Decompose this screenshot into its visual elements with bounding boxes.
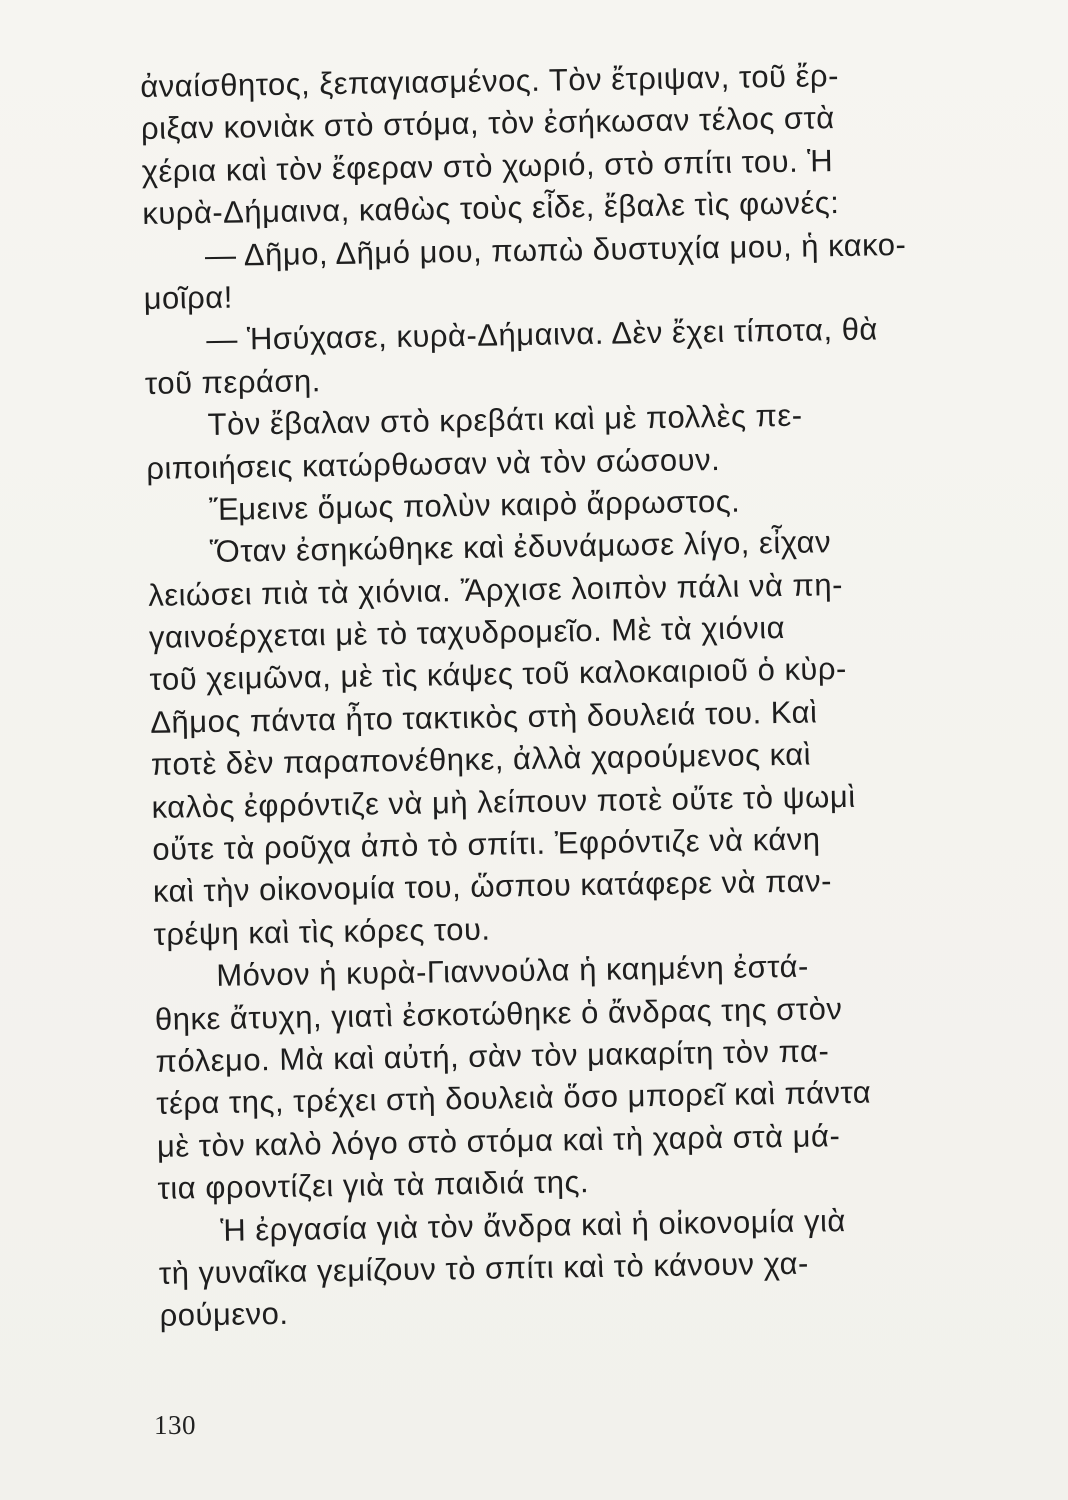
text-line: Δῆμος πάντα ἦτο τακτικὸς στὴ δουλειά του. Καὶ — [150, 694, 818, 740]
text-line: ποτὲ δὲν παραπονέθηκε, ἀλλὰ χαρούμενος καὶ — [150, 736, 812, 783]
text-line: καὶ τὴν οἰκονομία του, ὥσπου κατάφερε νὰ παν- — [152, 863, 833, 910]
text-line: γαινοέρχεται μὲ τὸ ταχυδρομεῖο. Μὲ τὰ χιόνια — [148, 610, 786, 656]
text-line: κυρὰ-Δήμαινα, καθὼς τοὺς εἶδε, ἔβαλε τὶς φωνές: — [142, 185, 840, 232]
text-line: τοῦ περάση. — [144, 362, 322, 401]
text-line: ρούμενο. — [159, 1296, 289, 1334]
text-line: τὴ γυναῖκα γεμίζουν τὸ σπίτι καὶ τὸ κάνουν χα- — [158, 1245, 810, 1291]
body-text — [140, 52, 1030, 1337]
dialogue-line: — Ἡσύχασε, κυρὰ-Δήμαινα. Δὲν ἔχει τίποτα, θὰ — [206, 311, 879, 358]
text-line: χέρια καὶ τὸν ἔφεραν στὸ χωριό, στὸ σπίτι του. Ἡ — [141, 142, 834, 189]
dialogue-line: — Δῆμο, Δῆμό μου, πωπὼ δυστυχία μου, ἡ κακο- — [204, 226, 907, 273]
text-line: τοῦ χειμῶνα, μὲ τὶς κάψες τοῦ καλοκαιριοῦ ὁ κὺρ- — [149, 651, 848, 698]
paragraph-start: Ἔμεινε ὅμως πολὺν καιρὸ ἄρρωστος. — [208, 483, 741, 527]
text-line: τια φροντίζει γιὰ τὰ παιδιά της. — [157, 1164, 590, 1207]
text-line: οὔτε τὰ ροῦχα ἀπὸ τὸ σπίτι. Ἐφρόντιζε νὰ κάνη — [152, 821, 821, 867]
text-line: λειώσει πιὰ τὰ χιόνια. Ἄρχισε λοιπὸν πάλι νὰ πη- — [148, 566, 844, 613]
paragraph-start: Μόνον ἡ κυρὰ-Γιαννούλα ἡ καημένη ἐστά- — [216, 948, 810, 994]
text-line: ριξαν κονιὰκ στὸ στόμα, τὸν ἐσήκωσαν τέλος στὰ — [140, 100, 835, 147]
text-line: καλὸς ἐφρόντιζε νὰ μὴ λείπουν ποτὲ οὔτε τὸ ψωμὶ — [151, 778, 856, 825]
page-number: 130 — [154, 1410, 196, 1440]
text-line: πόλεμο. Μὰ καὶ αὐτή, σὰν τὸν μακαρίτη τὸν πα- — [155, 1033, 830, 1079]
paragraph-start: Ὅταν ἐσηκώθηκε καὶ ἐδυνάμωσε λίγο, εἶχαν — [209, 524, 832, 570]
paragraph-start: Τὸν ἔβαλαν στὸ κρεβάτι καὶ μὲ πολλὲς πε- — [207, 397, 803, 443]
text-line: ριποιήσεις κατώρθωσαν νὰ τὸν σώσουν. — [146, 441, 721, 486]
text-line: τρέψη καὶ τὶς κόρες του. — [153, 911, 491, 952]
text-line: τέρα της, τρέχει στὴ δουλειὰ ὅσο μπορεῖ καὶ πάντα — [156, 1075, 872, 1122]
text-line: ἀναίσθητος, ξεπαγιασμένος. Τὸν ἔτριψαν, τοῦ ἔρ- — [140, 58, 840, 104]
text-line: θηκε ἄτυχη, γιατὶ ἐσκοτώθηκε ὁ ἄνδρας της στὸν — [154, 990, 843, 1037]
text-line: μοῖρα! — [143, 279, 234, 316]
paragraph-start: Ἡ ἐργασία γιὰ τὸν ἄνδρα καὶ ἡ οἰκονομία γιὰ — [220, 1202, 847, 1248]
text-line: μὲ τὸν καλὸ λόγο στὸ στόμα καὶ τὴ χαρὰ στὰ μά- — [156, 1117, 841, 1164]
